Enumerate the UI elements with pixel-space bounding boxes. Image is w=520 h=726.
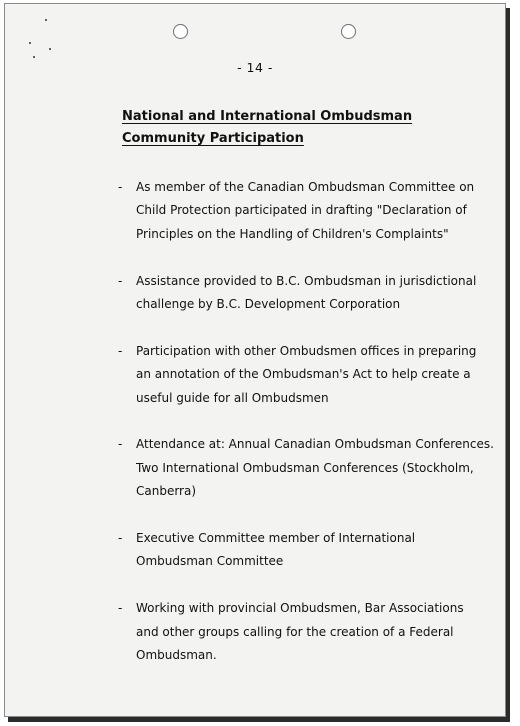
list-item xyxy=(118,340,498,410)
bullet-dash: - xyxy=(118,343,123,358)
bullet-text-line: challenge by B.C. Development Corporation xyxy=(136,297,401,312)
bullet-dash: - xyxy=(118,531,123,546)
bullet-text-line: Assistance provided to B.C. Ombudsman in jurisdictional xyxy=(136,273,477,288)
bullet-text-line: As member of the Canadian Ombudsman Committee on xyxy=(136,180,475,194)
bullet-text-line: an annotation of the Ombudsman's Act to help create a xyxy=(136,367,471,382)
bullet-text-line: and other groups calling for the creation of a Federal xyxy=(136,624,454,639)
bullet-text-line: Canberra) xyxy=(136,484,197,499)
bullet-text-line: Child Protection participated in drafting "Declaration of xyxy=(136,203,467,218)
heading-line: National and International Ombudsman xyxy=(122,109,413,124)
bullet-dash: - xyxy=(118,437,123,452)
punch-hole-right xyxy=(341,24,356,39)
bullet-text-line: Attendance at: Annual Canadian Ombudsman Conferences. xyxy=(136,437,494,452)
list-item xyxy=(118,527,498,574)
bullet-text-line: Two International Ombudsman Conferences (Stockholm, xyxy=(136,460,474,475)
participation-list xyxy=(118,176,498,691)
bullet-text-line: useful guide for all Ombudsmen xyxy=(136,390,329,405)
scan-speck xyxy=(45,19,47,21)
bullet-dash: - xyxy=(118,180,123,194)
bullet-text-line: Participation with other Ombudsmen offices in preparing xyxy=(136,343,477,358)
bullet-dash: - xyxy=(118,601,123,616)
bullet-text-line: Working with provincial Ombudsmen, Bar Associations xyxy=(136,601,464,616)
bullet-dash: - xyxy=(118,273,123,288)
scan-speck xyxy=(49,48,51,50)
heading-line: Community Participation xyxy=(122,131,304,146)
list-item xyxy=(118,176,498,246)
list-item xyxy=(118,597,498,667)
page-number: - 14 - xyxy=(237,60,273,75)
scan-speck xyxy=(29,42,31,44)
paper-sheet xyxy=(4,3,506,717)
bullet-text-line: Ombudsman Committee xyxy=(136,554,284,569)
scan-speck xyxy=(33,56,35,58)
list-item xyxy=(118,433,498,503)
punch-hole-left xyxy=(173,24,188,39)
bullet-text-line: Ombudsman. xyxy=(136,648,217,663)
bullet-text-line: Executive Committee member of International xyxy=(136,531,416,546)
list-item xyxy=(118,270,498,317)
bullet-text-line: Principles on the Handling of Children's Complaints" xyxy=(136,226,449,241)
section-heading xyxy=(122,106,412,150)
